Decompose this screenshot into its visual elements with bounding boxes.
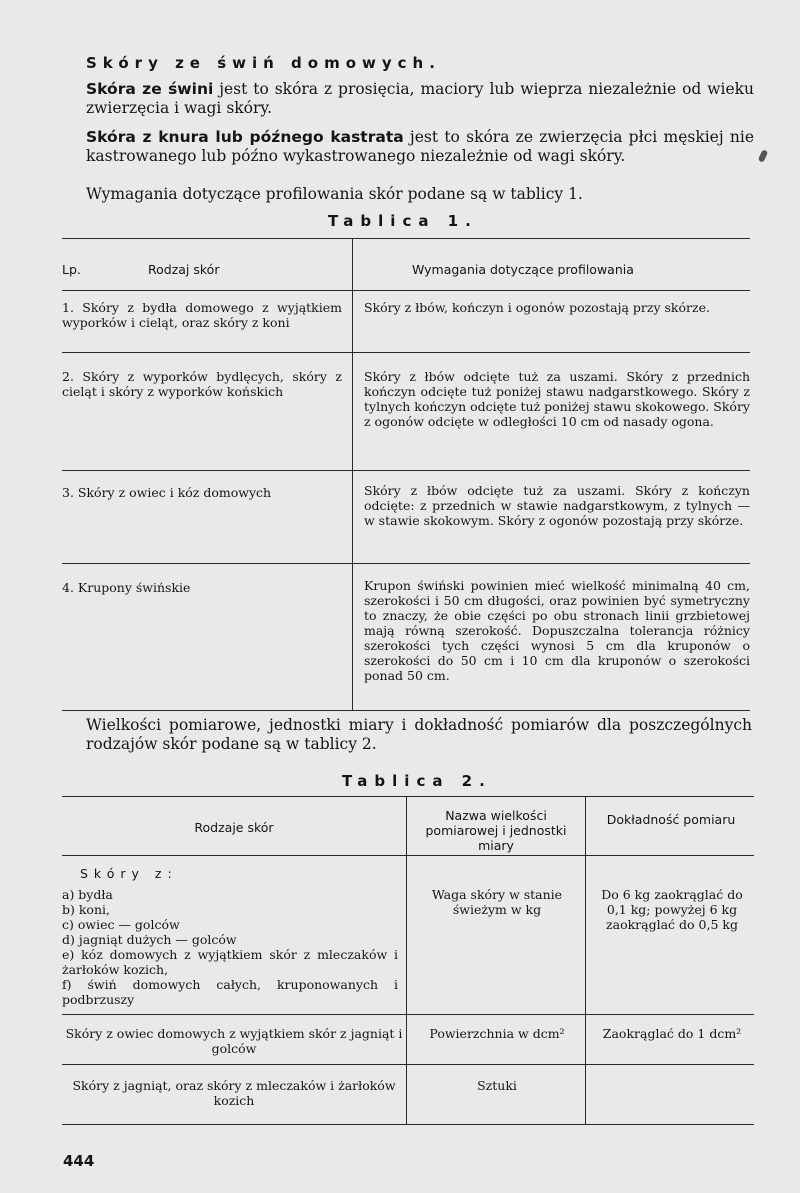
- table-2-header-kind: Rodzaje skór: [194, 820, 274, 835]
- list-item: b) koni,: [62, 902, 110, 917]
- paragraph-2-text: jest to skóra ze zwierzęcia płci męskiej nie kastrowanego lub późno wykastrowanego niezależnie od wagi skóry.: [86, 128, 754, 165]
- table-2-row-1-acc: Do 6 kg zaokrąglać do 0,1 kg; powyżej 6 kg zaokrąglać do 0,5 kg: [601, 887, 743, 932]
- table-1-row-4-req: Krupon świński powinien mieć wielkość minimalną 40 cm, szerokości i 50 cm długości, oraz powinien być symetryczny to znaczy, że obie części po obu stronach linii grzbietowej mają równą szerokość. Dopuszczalna tolerancja różnicy szerokości tych części wynosi 5 cm dla kruponów o szerokości do 50 cm i 10 cm dla kruponów o szerokości ponad 50 cm.: [364, 578, 750, 683]
- list-item: c) owiec — golców: [62, 917, 180, 932]
- table-2-divider-2: [585, 796, 586, 1124]
- table-2-row-1-list: [62, 887, 398, 1007]
- table-2-row-1-title: Skóry z:: [80, 866, 178, 881]
- table-1-row-3-rule: [62, 563, 750, 564]
- table-1-row-1-req: Skóry z łbów, kończyn i ogonów pozostają przy skórze.: [364, 300, 710, 315]
- table-2-header-rule: [62, 855, 754, 856]
- table-2-caption: Tablica 2.: [342, 772, 492, 790]
- list-item: e) kóz domowych z wyjątkiem skór z mleczaków i żarłoków kozich,: [62, 947, 398, 977]
- paragraph-4: Wielkości pomiarowe, jednostki miary i dokładność pomiarów dla poszczególnych rodzajów skór podane są w tablicy 2.: [86, 716, 752, 753]
- table-1-row-2-req: Skóry z łbów odcięte tuż za uszami. Skóry z przednich kończyn odcięte tuż poniżej stawu nadgarstkowego. Skóry z tylnych kończyn odcięte tuż poniżej stawu skokowego. Skóry z ogonów odcięte w odległości 10 cm od nasady ogona.: [364, 369, 750, 429]
- table-1-row-3-req: Skóry z łbów odcięte tuż za uszami. Skóry z kończyn odcięte: z przednich w stawie nadgarstkowym, z tylnych — w stawie skokowym. Skóry z ogonów pozostają przy skórze.: [364, 483, 750, 528]
- section-heading: Skóry ze świń domowych.: [86, 54, 441, 72]
- table-1-header-rule: [62, 290, 750, 291]
- table-1-row-1-rule: [62, 352, 750, 353]
- table-2-row-1-rule: [62, 1014, 754, 1015]
- paragraph-3: Wymagania dotyczące profilowania skór podane są w tablicy 1.: [86, 185, 583, 203]
- table-2-header-unit: Nazwa wielkości pomiarowej i jednostki miary: [425, 808, 567, 853]
- table-2-bottom-rule: [62, 1124, 754, 1125]
- table-1-header-req: Wymagania dotyczące profilowania: [412, 262, 634, 277]
- table-1-row-2-kind: 2. Skóry z wyporków bydlęcych, skóry z cieląt i skóry z wyporków końskich: [62, 369, 342, 399]
- table-1-row-3-kind: 3. Skóry z owiec i kóz domowych: [62, 485, 272, 500]
- table-1-top-rule: [62, 238, 750, 239]
- list-item: a) bydła: [62, 887, 113, 902]
- table-2-top-rule: [62, 796, 754, 797]
- table-2-row-1-unit: Waga skóry w stanie świeżym w kg: [431, 887, 563, 917]
- table-2-divider-1: [406, 796, 407, 1124]
- table-1-caption: Tablica 1.: [328, 212, 478, 230]
- paragraph-1: [86, 80, 754, 118]
- table-1-row-2-rule: [62, 470, 750, 471]
- table-2-row-3-unit: Sztuki: [477, 1078, 517, 1093]
- table-1-row-1-kind: 1. Skóry z bydła domowego z wyjątkiem wyporków i cieląt, oraz skóry z koni: [62, 300, 342, 330]
- table-1-row-4-kind: 4. Krupony świńskie: [62, 580, 191, 595]
- table-2-row-2-kind: Skóry z owiec domowych z wyjątkiem skór z jagniąt i golców: [65, 1026, 403, 1056]
- paragraph-1-term: Skóra ze świni: [86, 80, 214, 98]
- page-number: 444: [63, 1152, 95, 1170]
- table-2-row-2-rule: [62, 1064, 754, 1065]
- scan-mark: [758, 149, 769, 162]
- table-1-column-divider: [352, 238, 353, 710]
- paragraph-1-text: jest to skóra z prosięcia, maciory lub wieprza niezależnie od wieku zwierzęcia i wagi skóry.: [86, 80, 755, 117]
- table-1-bottom-rule: [62, 710, 750, 711]
- table-1-header-kind: Rodzaj skór: [148, 262, 220, 277]
- paragraph-2-term: Skóra z knura lub późnego kastrata: [86, 128, 404, 146]
- list-item: f) świń domowych całych, kruponowanych i podbrzuszy: [62, 977, 398, 1007]
- table-1-header-lp: Lp.: [62, 262, 81, 277]
- table-2-header-acc: Dokładność pomiaru: [606, 812, 736, 827]
- table-2-row-2-acc: Zaokrąglać do 1 dcm²: [602, 1026, 742, 1041]
- paragraph-2: [86, 128, 754, 166]
- table-2-row-3-kind: Skóry z jagniąt, oraz skóry z mleczaków i żarłoków kozich: [72, 1078, 396, 1108]
- list-item: d) jagniąt dużych — golców: [62, 932, 237, 947]
- table-2-row-2-unit: Powierzchnia w dcm²: [429, 1026, 565, 1041]
